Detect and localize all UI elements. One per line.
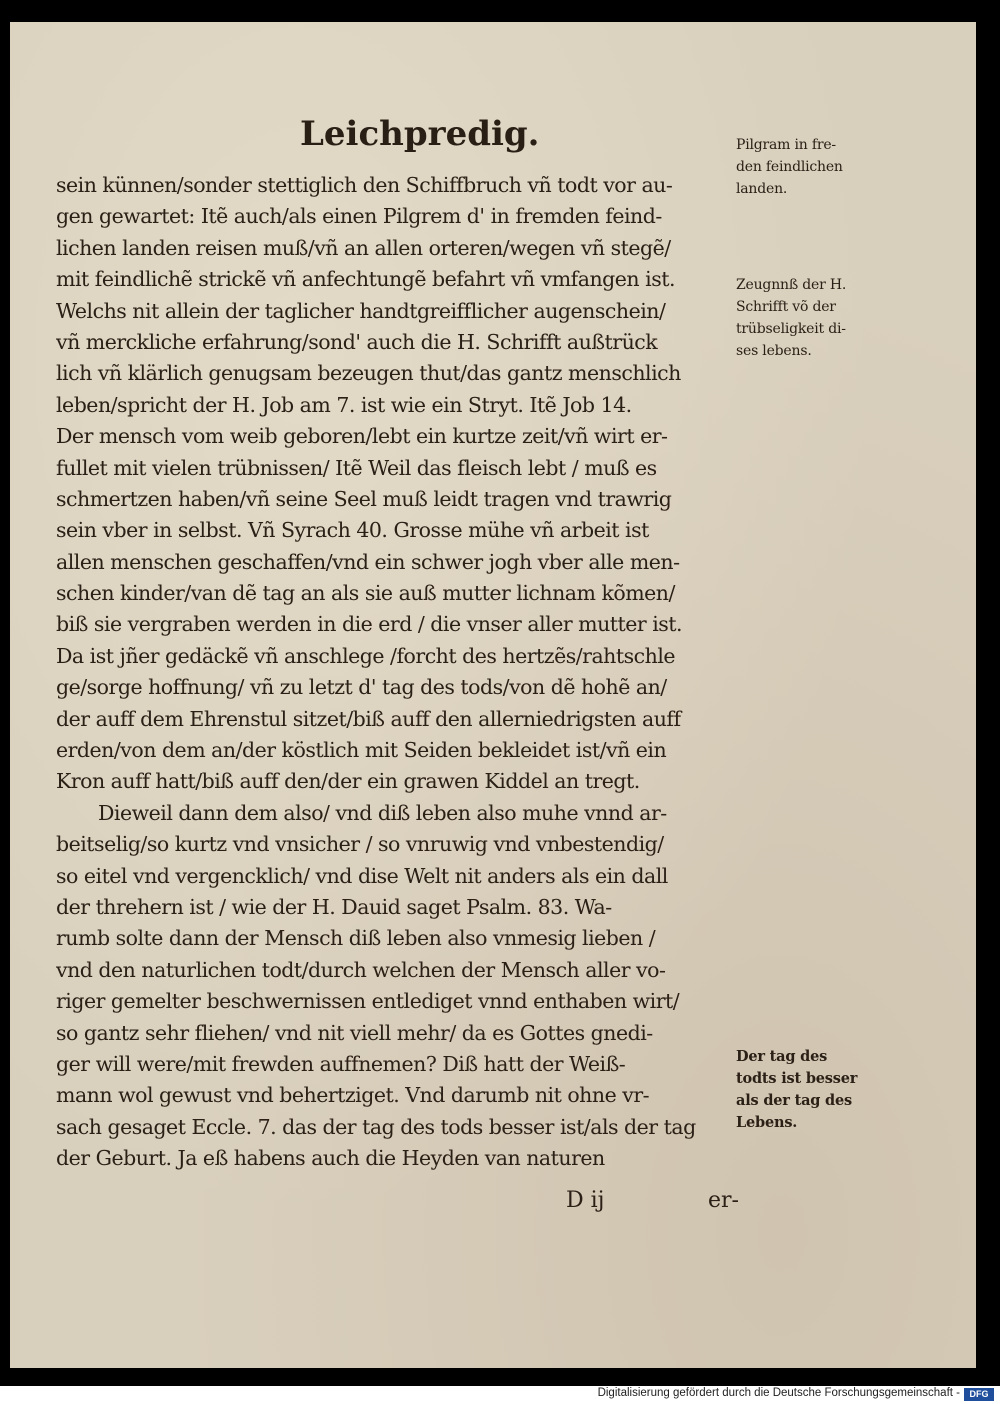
- running-title: Leichpredig.: [300, 114, 540, 154]
- text-line: fullet mit vielen trübnissen/ Itẽ Weil das fleisch lebt / muß es: [56, 455, 657, 480]
- marginal-note-scripture: [736, 274, 896, 362]
- text-line: Dieweil dann dem also/ vnd diß leben also muhe vnnd ar-: [98, 800, 667, 825]
- credit-text: Digitalisierung gefördert durch die Deutsche Forschungsgemeinschaft -: [597, 1387, 960, 1399]
- signature-mark: D ij: [566, 1188, 605, 1213]
- text-line: der Geburt. Ja eß habens auch die Heyden van naturen: [56, 1146, 605, 1171]
- marginal-note-line: trübseligkeit di-: [736, 321, 846, 337]
- text-line: Da ist jñer gedäckẽ vñ anschlege /forcht des hertzẽs/rahtschle: [56, 643, 676, 668]
- text-line: gen gewartet: Itẽ auch/als einen Pilgrem d' in fremden feind-: [56, 204, 662, 229]
- marginal-note-line: landen.: [736, 181, 788, 197]
- text-line: schmertzen haben/vñ seine Seel muß leidt tragen vnd trawrig: [56, 486, 672, 511]
- text-line: schen kinder/van dẽ tag an als sie auß mutter lichnam kõmen/: [56, 581, 675, 606]
- body-text: [56, 170, 746, 1175]
- marginal-note-line: Zeugnnß der H.: [736, 277, 847, 293]
- text-line: mann wol gewust vnd behertziget. Vnd darumb nit ohne vr-: [56, 1083, 650, 1108]
- text-line: riger gemelter beschwernissen entlediget vnnd enthaben wirt/: [56, 989, 680, 1014]
- digitization-credit: [0, 1386, 1000, 1404]
- text-line: so gantz sehr fliehen/ vnd nit viell mehr/ da es Gottes gnedi-: [56, 1020, 653, 1045]
- text-line: biß sie vergraben werden in die erd / die vnser aller mutter ist.: [56, 612, 683, 637]
- text-line: vñ merckliche erfahrung/sond' auch die H. Schrifft außtrück: [56, 329, 658, 354]
- text-line: Der mensch vom weib geboren/lebt ein kurtze zeit/vñ wirt er-: [56, 424, 668, 449]
- marginal-note-line: den feindlichen: [736, 159, 843, 175]
- catchword-line: [10, 1188, 976, 1222]
- marginal-note-line: Der tag des: [736, 1048, 828, 1065]
- text-line: der auff dem Ehrenstul sitzet/biß auff den allerniedrigsten auff: [56, 706, 681, 731]
- text-line: mit feindlichẽ strickẽ vñ anfechtungẽ befahrt vñ vmfangen ist.: [56, 267, 675, 292]
- dfg-logo: DFG: [964, 1388, 994, 1401]
- marginal-note-line: Schrifft võ der: [736, 299, 836, 315]
- marginal-note-pilgrim: [736, 134, 896, 200]
- text-line: der threhern ist / wie der H. Dauid saget Psalm. 83. Wa-: [56, 894, 612, 919]
- text-line: beitselig/so kurtz vnd vnsicher / so vnruwig vnd vnbestendig/: [56, 832, 664, 857]
- marginal-note-line: ses lebens.: [736, 343, 812, 359]
- text-line: so eitel vnd vergencklich/ vnd dise Welt nit anders als ein dall: [56, 863, 668, 888]
- marginal-note-line: als der tag des: [736, 1092, 852, 1109]
- text-line: sein vber in selbst. Vñ Syrach 40. Grosse mühe vñ arbeit ist: [56, 518, 649, 543]
- marginal-note-line: todts ist besser: [736, 1070, 858, 1087]
- marginal-note-day-of-death: [736, 1046, 896, 1134]
- text-line: ger will were/mit frewden auffnemen? Diß hatt der Weiß-: [56, 1051, 626, 1076]
- marginal-note-line: Pilgram in fre-: [736, 137, 836, 153]
- text-line: leben/spricht der H. Job am 7. ist wie ein Stryt. Itẽ Job 14.: [56, 392, 632, 417]
- book-page: [10, 22, 976, 1368]
- text-line: rumb solte dann der Mensch diß leben also vnmesig lieben /: [56, 926, 656, 951]
- text-line: erden/von dem an/der köstlich mit Seiden bekleidet ist/vñ ein: [56, 738, 667, 763]
- text-line: vnd den naturlichen todt/durch welchen der Mensch aller vo-: [56, 957, 666, 982]
- text-line: ge/sorge hoffnung/ vñ zu letzt d' tag des tods/von dẽ hohẽ an/: [56, 675, 667, 700]
- marginal-note-line: Lebens.: [736, 1114, 798, 1131]
- catchword: er-: [708, 1188, 739, 1213]
- text-line: lich vñ klärlich genugsam bezeugen thut/das gantz menschlich: [56, 361, 681, 386]
- text-line: sach gesaget Eccle. 7. das der tag des tods besser ist/als der tag: [56, 1114, 696, 1139]
- text-line: Kron auff hatt/biß auff den/der ein grawen Kiddel an tregt.: [56, 769, 640, 794]
- text-line: lichen landen reisen muß/vñ an allen orteren/wegen vñ stegẽ/: [56, 235, 671, 260]
- text-line: allen menschen geschaffen/vnd ein schwer jogh vber alle men-: [56, 549, 680, 574]
- text-line: sein künnen/sonder stettiglich den Schiffbruch vñ todt vor au-: [56, 173, 673, 197]
- text-line: Welchs nit allein der taglicher handtgreifflicher augenschein/: [56, 298, 666, 323]
